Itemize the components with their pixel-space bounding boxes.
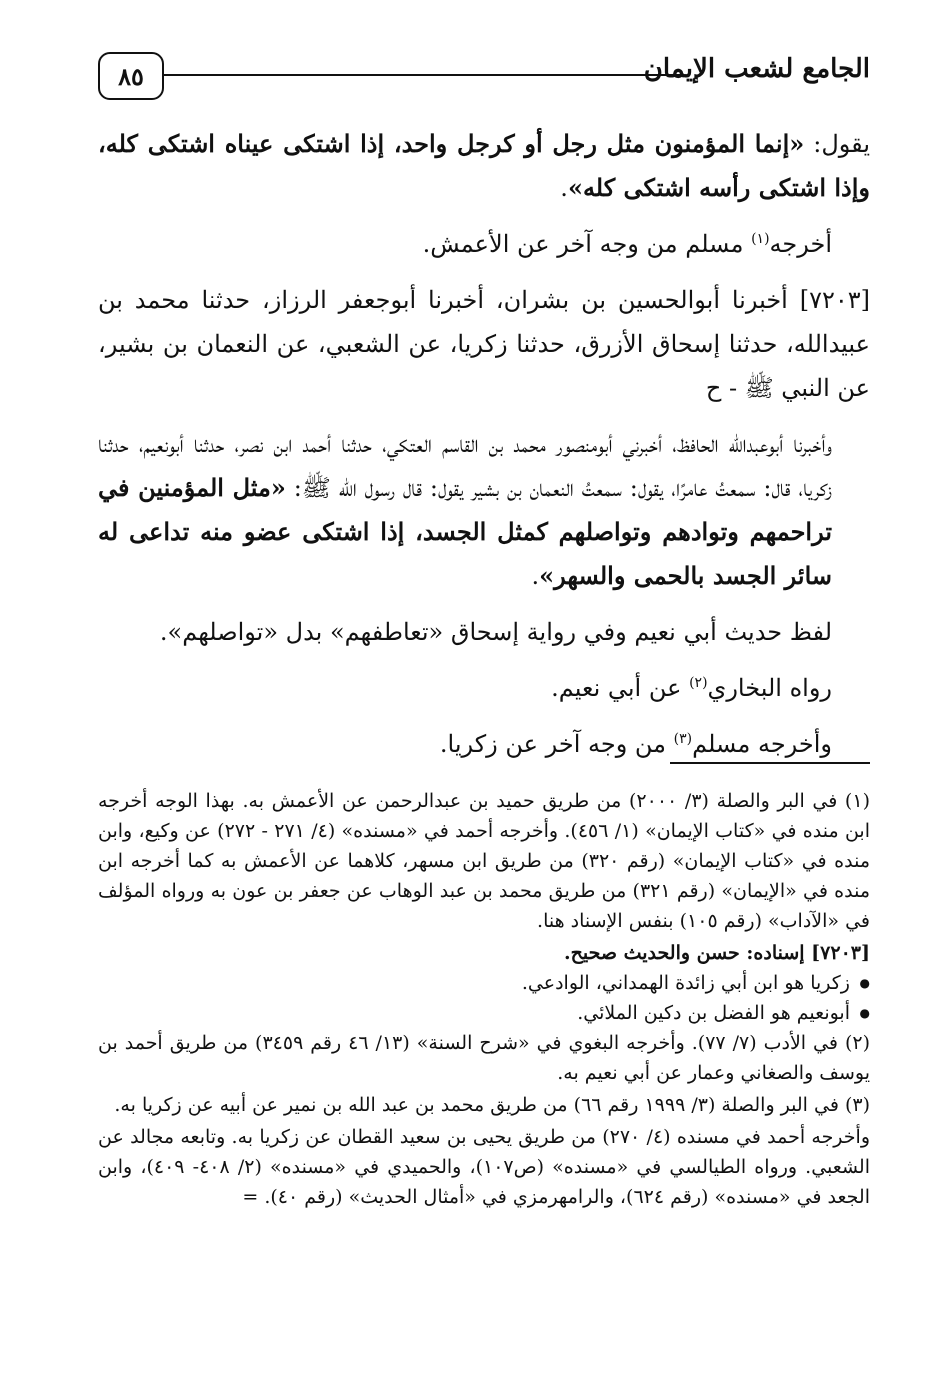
footnote-3-continued: وأخرجه أحمد في مسنده (٤/ ٢٧٠) من طريق يحيى بن سعيد القطان عن زكريا به. وتابعه مجالد عن الشعبي. ورواه الطيالسي في «مسنده» (ص١٠٧)، والحميدي في «مسنده» (٢/ ٤٠٨- ٤٠٩)، وابن الجعد في «مسنده» (رقم ٦٢٤)، والرامهرمزي في «أمثال الحديث» (رقم ٤٠). = [98, 1126, 870, 1208]
narrator-notes [98, 968, 870, 1028]
text-run: . [531, 562, 540, 590]
text-run: رواه البخاري [707, 674, 832, 702]
page-number: ٨٥ [98, 52, 164, 100]
text-run: يقول: [804, 130, 870, 158]
hadith-text: «مثل المؤمنين في تراحمهم وتوادهم وتواصلهم كمثل الجسد، إذا اشتكى عضو منه تداعى له سائر الجسد بالحمى والسهر» [98, 473, 832, 590]
footnote-1: (١) في البر والصلة (٣/ ٢٠٠٠) من طريق حميد بن عبدالرحمن عن الأعمش به. بهذا الوجه أخرجه ابن منده في «كتاب الإيمان» (١/ ٤٥٦). وأخرجه أحمد في «مسنده» (٤/ ٢٧١ - ٢٧٢) عن وكيع، وابن منده في «كتاب الإيمان» (رقم ٣٢٠) من طريق ابن مسهر، كلاهما عن الأعمش به كما أخرجه ابن منده في «الإيمان» (رقم ٣٢١) من طريق محمد بن عبد الوهاب عن جعفر بن عون به ورواه المؤلف في «الآداب» (رقم ١٠٥) بنفس الإسناد هنا. [98, 790, 870, 932]
list-item: ● أبونعيم هو الفضل بن دكين الملائي. [98, 998, 870, 1028]
hadith-text: «إنما المؤمنون مثل رجل أو كرجل واحد، إذا اشتكى عيناه اشتكى كله، وإذا اشتكى رأسه اشتكى كله» [98, 129, 870, 202]
header-rule [162, 74, 680, 76]
book-title: الجامع لشعب الإيمان [643, 54, 870, 84]
footnote-ref-2[interactable]: (٢) [689, 675, 708, 691]
footnote-2: (٢) في الأدب (٧/ ٧٧). وأخرجه البغوي في «شرح السنة» (١٣/ ٤٦ رقم ٣٤٥٩) من طريق أحمد بن يوسف والصغاني وعمار عن أبي نعيم به. [98, 1032, 871, 1084]
text-run: وأخرجه مسلم [692, 730, 832, 758]
text-run: وأخبرنا أبوعبدالله الحافظ، أخبرني أبومنصور محمد بن القاسم العتكي، حدثنا أحمد ابن نصر، حدثنا أبونعيم، حدثنا زكريا، قال: سمعتُ عامرًا، يقول: سمعتُ النعمان بن بشير يقول: قال رسول الله ﷺ: [98, 430, 832, 502]
footnote-3: (٣) في البر والصلة (٣/ ١٩٩٩ رقم ٦٦) من طريق محمد بن عبد الله بن نمير عن أبيه عن زكريا به. [114, 1094, 870, 1116]
paragraph-isnad-2 [98, 422, 870, 598]
paragraph-muslim [98, 722, 870, 766]
footnote-separator [670, 762, 870, 764]
paragraph-isnad-7203: [٧٢٠٣] أخبرنا أبوالحسين بن بشران، أخبرنا أبوجعفر الرزاز، حدثنا محمد بن عبيدالله، حدثنا إسحاق الأزرق، حدثنا زكريا، عن الشعبي، عن النعمان بن بشير، عن النبي ﷺ - ح [98, 286, 870, 402]
text-run: أخرجه [769, 230, 832, 258]
page-header [98, 52, 870, 102]
footnotes [98, 786, 870, 1212]
text-run: مسلم من وجه آخر عن الأعمش. [422, 230, 752, 258]
isnad-heading: [٧٢٠٣] إسناده: حسن والحديث صحيح. [563, 942, 870, 964]
main-text [98, 122, 870, 766]
footnote-ref-1[interactable]: (١) [751, 231, 770, 247]
list-item: ● زكريا هو ابن أبي زائدة الهمداني، الوادعي. [98, 968, 870, 998]
paragraph-wording-note: لفظ حديث أبي نعيم وفي رواية إسحاق «تعاطفهم» بدل «تواصلهم». [159, 618, 832, 646]
paragraph-hadith-1 [98, 122, 870, 210]
paragraph-bukhari [98, 666, 870, 710]
text-run: . [560, 174, 568, 202]
footnote-ref-3[interactable]: (٣) [673, 731, 693, 747]
text-run: عن أبي نعيم. [551, 674, 690, 702]
text-run: من وجه آخر عن زكريا. [439, 730, 674, 758]
isnad-grading [98, 938, 870, 968]
paragraph-takhrij-1 [98, 222, 870, 266]
